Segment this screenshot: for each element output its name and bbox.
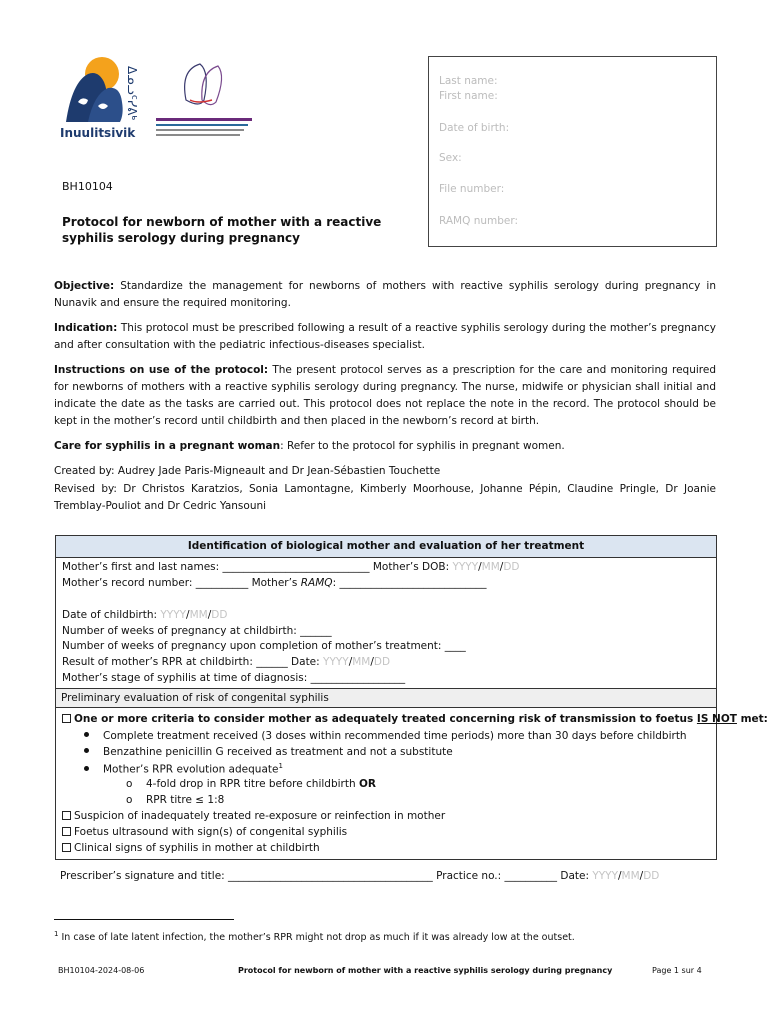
instructions-paragraph: Instructions on use of the protocol: The present protocol serves as a prescription for the care and monitoring required for newborns of mothers with a reactive syphilis serology during pregnancy. The nurse, midwife or physician shall initial and indicate the date as the tasks are carried out. This protocol does not replace the note in the record. The protocol should be kept in the mother’s record until childbirth and then placed in the newborn’s record at birth. xyxy=(54,364,716,427)
objective-paragraph: Objective: Standardize the management for newborns of mothers with reactive syphilis serology during pregnancy in Nunavik and ensure the required monitoring. xyxy=(54,280,716,309)
patient-identification-box xyxy=(428,56,717,247)
ultrasound-checkbox[interactable] xyxy=(62,827,71,836)
svg-text:ᐃᓄᓗᑦᓯᕕᒃ: ᐃᓄᓗᑦᓯᕕᒃ xyxy=(125,66,139,121)
footer-document-id: BH10104-2024-08-06 xyxy=(58,966,145,975)
created-by: Created by: Audrey Jade Paris-Migneault and Dr Jean-Sébastien Touchette xyxy=(54,465,441,477)
mother-record-line[interactable]: Mother’s record number: __________ Mother’s RAMQ: ____________________________ xyxy=(62,577,487,589)
sex-field[interactable]: Sex: xyxy=(439,152,462,164)
criteria-heading[interactable]: One or more criteria to consider mother as adequately treated concerning risk of transmission to foetus IS NOT met: xyxy=(62,713,768,725)
table-header: Identification of biological mother and evaluation of her treatment xyxy=(56,536,716,558)
document-code: BH10104 xyxy=(62,180,113,193)
weeks-at-treatment-line[interactable]: Number of weeks of pregnancy upon completion of mother’s treatment: ____ xyxy=(62,640,466,652)
revised-by: Revised by: Dr Christos Karatzios, Sonia Lamontagne, Kimberly Moorhouse, Johanne Pépin, Claudine Pringle, Dr Joanie Tremblay-Pouliot and Dr Cedric Yansouni xyxy=(54,483,716,512)
criteria-checkbox[interactable] xyxy=(62,714,71,723)
first-name-field[interactable]: First name: xyxy=(439,90,498,102)
clinical-signs-checkbox[interactable] xyxy=(62,843,71,852)
date-of-birth-field[interactable]: Date of birth: xyxy=(439,122,510,134)
logo-caption: Inuulitsivik xyxy=(60,126,136,140)
footer-page-number: Page 1 sur 4 xyxy=(652,966,702,975)
sub-criterion-rpr-titre: o RPR titre ≤ 1:8 xyxy=(126,794,225,806)
reinfection-checkbox[interactable] xyxy=(62,811,71,820)
clinical-signs-checkbox-line[interactable]: Clinical signs of syphilis in mother at childbirth xyxy=(62,842,320,854)
reinfection-checkbox-line[interactable]: Suspicion of inadequately treated re-exposure or reinfection in mother xyxy=(62,810,445,822)
criterion-rpr-evolution: Mother’s RPR evolution adequate$^1$ xyxy=(84,762,283,776)
risk-section-header: Preliminary evaluation of risk of congenital syphilis xyxy=(56,688,716,708)
criterion-complete-treatment: Complete treatment received (3 doses within recommended time periods) more than 30 days before childbirth xyxy=(84,730,687,742)
weeks-at-childbirth-line[interactable]: Number of weeks of pregnancy at childbirth: ______ xyxy=(62,625,332,637)
indication-paragraph: Indication: This protocol must be prescribed following a result of a reactive syphilis serology during the mother’s pregnancy and after consultation with the pediatric infectious-diseases specialist. xyxy=(54,322,716,351)
syphilis-stage-line[interactable]: Mother’s stage of syphilis at time of diagnosis: __________________ xyxy=(62,672,406,684)
prescriber-signature-line[interactable]: Prescriber’s signature and title: _______________________________________ Practice no.: __________ Date: YYYY/MM/DD xyxy=(60,870,660,882)
ultrasound-checkbox-line[interactable]: Foetus ultrasound with sign(s) of congenital syphilis xyxy=(62,826,347,838)
sub-criterion-4-fold-drop: o 4-fold drop in RPR titre before childbirth OR xyxy=(126,778,376,790)
footnote-divider xyxy=(54,919,234,920)
care-paragraph: Care for syphilis in a pregnant woman: Refer to the protocol for syphilis in pregnant women. xyxy=(54,440,565,452)
mother-names-line[interactable]: Mother’s first and last names: ____________________________ Mother’s DOB: YYYY/MM/DD xyxy=(62,561,520,573)
childbirth-date-line[interactable]: Date of childbirth: YYYY/MM/DD xyxy=(62,609,228,621)
document-title: Protocol for newborn of mother with a reactive syphilis serology during pregnancy xyxy=(62,215,382,245)
footnote: $^1$ In case of late latent infection, the mother’s RPR might not drop as much if it was already low at the outset. xyxy=(54,930,575,944)
footer-title: Protocol for newborn of mother with a reactive syphilis serology during pregnancy xyxy=(238,966,613,975)
health-board-logo xyxy=(156,60,256,144)
rpr-result-line[interactable]: Result of mother’s RPR at childbirth: ______ Date: YYYY/MM/DD xyxy=(62,656,391,668)
last-name-field[interactable]: Last name: xyxy=(439,75,498,87)
criterion-benzathine: Benzathine penicillin G received as treatment and not a substitute xyxy=(84,746,453,758)
ramq-number-field[interactable]: RAMQ number: xyxy=(439,215,519,227)
mother-identification-table xyxy=(55,535,768,860)
file-number-field[interactable]: File number: xyxy=(439,183,505,195)
